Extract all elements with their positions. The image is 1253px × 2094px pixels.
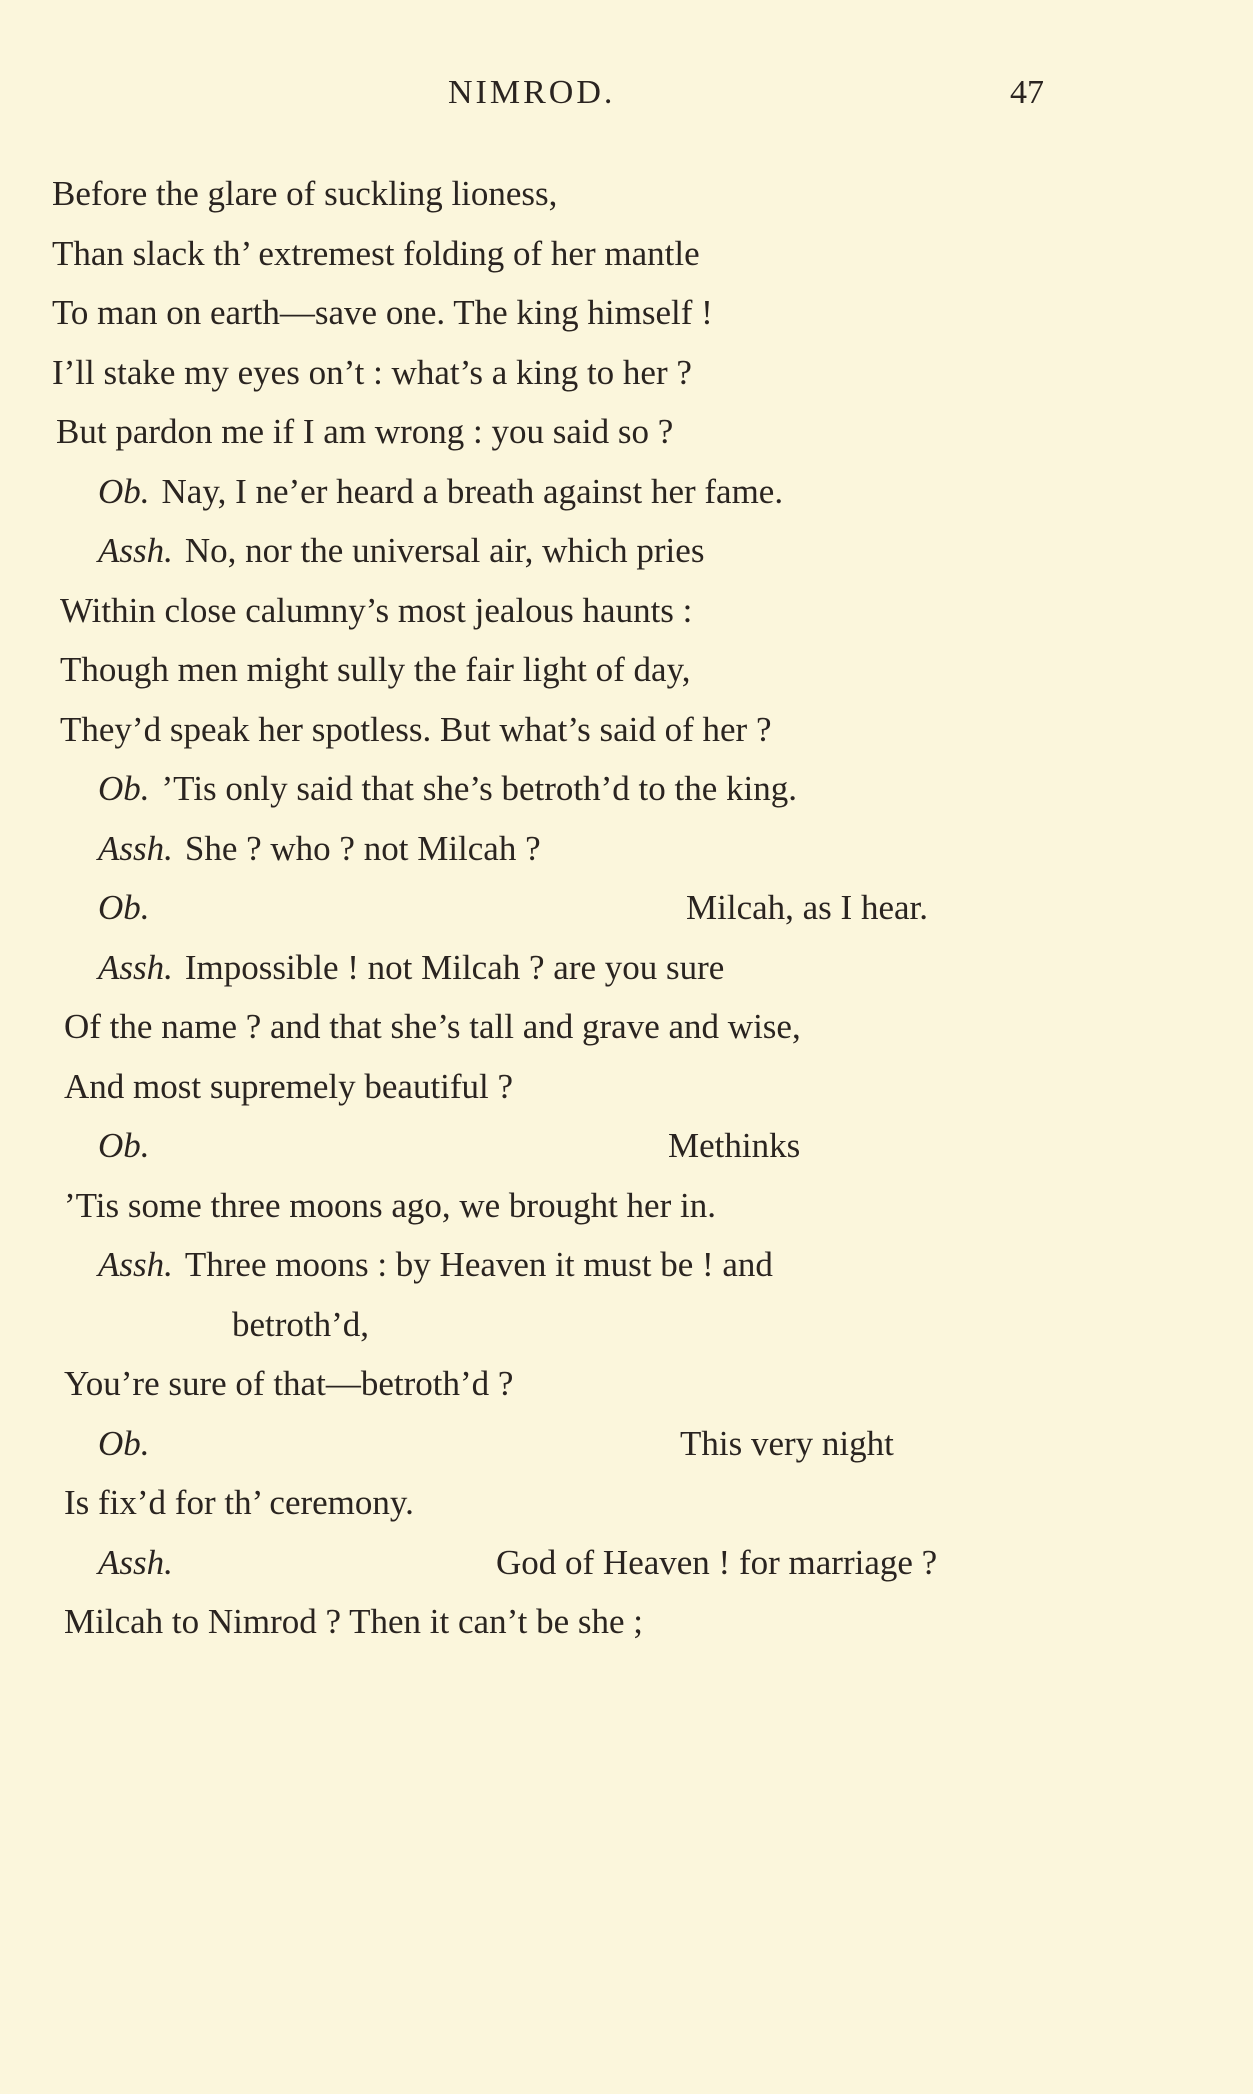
verse-line — [64, 1354, 513, 1414]
page-number: 47 — [1010, 74, 1044, 111]
verse-line — [64, 997, 801, 1057]
line-text: Than slack th’ extremest folding of her mantle — [52, 233, 700, 273]
line-text: Impossible ! not Milcah ? are you sure — [184, 947, 725, 987]
line-text: I’ll stake my eyes on’t : what’s a king to her ? — [52, 352, 692, 392]
page-header — [0, 74, 1253, 124]
line-text: She ? who ? not Milcah ? — [184, 828, 541, 868]
line-text: Milcah, as I hear. — [686, 888, 928, 927]
line-text: Milcah to Nimrod ? Then it can’t be she ; — [64, 1602, 643, 1641]
speaker-name: Ob. — [98, 769, 150, 808]
line-text: betroth’d, — [232, 1304, 370, 1344]
verse-line — [232, 1295, 369, 1355]
verse-line — [52, 164, 557, 224]
verse-line — [98, 1414, 894, 1474]
line-text: ’Tis some three moons ago, we brought her in. — [64, 1185, 716, 1225]
running-head: NIMROD. — [448, 74, 616, 111]
verse-line — [98, 819, 541, 879]
line-text: This very night — [680, 1423, 894, 1463]
verse-line — [98, 1235, 773, 1295]
line-text: Nay, I ne’er heard a breath against her fame. — [161, 471, 784, 511]
line-text: Of the name ? and that she’s tall and grave and wise, — [64, 1007, 801, 1046]
verse-line — [64, 1592, 643, 1652]
speaker-name: Assh. — [98, 947, 173, 987]
line-text: And most supremely beautiful ? — [64, 1066, 514, 1106]
line-text: Methinks — [668, 1126, 801, 1165]
verse-line — [56, 402, 673, 462]
line-text: They’d speak her spotless. But what’s said of her ? — [60, 709, 772, 749]
verse-line — [64, 1473, 414, 1533]
verse-line — [64, 1057, 513, 1117]
line-text: But pardon me if I am wrong : you said so ? — [56, 412, 674, 451]
verse-line — [98, 1116, 800, 1176]
verse-line — [98, 878, 928, 938]
verse-line — [52, 283, 713, 343]
speaker-name: Assh. — [98, 1245, 173, 1284]
verse-line — [60, 640, 691, 700]
verse-line — [98, 521, 704, 581]
line-text: ’Tis only said that she’s betroth’d to the king. — [161, 769, 798, 808]
speaker-name: Ob. — [98, 471, 150, 511]
verse-line — [60, 581, 692, 641]
verse-line — [98, 462, 783, 522]
verse-line — [64, 1176, 716, 1236]
speaker-name: Ob. — [98, 1126, 150, 1165]
speaker-name: Ob. — [98, 1423, 150, 1463]
line-text: You’re sure of that—betroth’d ? — [64, 1364, 514, 1403]
verse-line — [98, 1533, 937, 1593]
verse-line — [98, 938, 724, 998]
line-text: God of Heaven ! for marriage ? — [496, 1542, 938, 1582]
verse-line — [60, 700, 772, 760]
line-text: To man on earth—save one. The king himself ! — [52, 293, 713, 332]
speaker-name: Assh. — [98, 1542, 173, 1582]
verse-line — [52, 343, 692, 403]
line-text: Within close calumny’s most jealous haunts : — [60, 590, 693, 630]
verse-line — [98, 759, 797, 819]
speaker-name: Ob. — [98, 888, 150, 927]
speaker-name: Assh. — [98, 828, 173, 868]
line-text: No, nor the universal air, which pries — [184, 531, 705, 570]
line-text: Before the glare of suckling lioness, — [52, 174, 558, 213]
verse-line — [52, 224, 700, 284]
line-text: Three moons : by Heaven it must be ! and — [184, 1245, 773, 1284]
line-text: Though men might sully the fair light of day, — [60, 650, 691, 689]
line-text: Is fix’d for th’ ceremony. — [64, 1483, 414, 1522]
speaker-name: Assh. — [98, 531, 173, 570]
